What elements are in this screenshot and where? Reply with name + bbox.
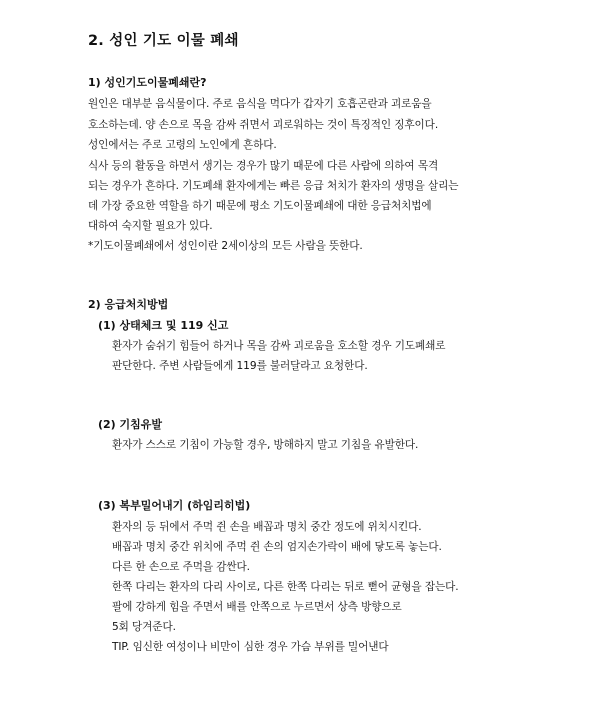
step-line: 다른 한 손으로 주먹을 감싼다.	[112, 561, 250, 573]
tip-line: TIP. 임신한 여성이나 비만이 심한 경우 가슴 부위를 밀어낸다	[112, 641, 389, 653]
step-heading-heimlich: (3) 복부밀어내기 (하임리히법)	[98, 499, 251, 512]
paragraph-line: 대하여 숙지할 필요가 있다.	[88, 220, 213, 232]
step-line: 환자의 등 뒤에서 주먹 쥔 손을 배꼽과 명치 중간 정도에 위치시킨다.	[112, 521, 422, 533]
paragraph-line: 원인은 대부분 음식물이다. 주로 음식을 먹다가 갑자기 호흡곤란과 괴로움을	[88, 98, 432, 110]
step-line: 환자가 숨쉬기 힘들어 하거나 목을 감싸 괴로움을 호소할 경우 기도폐쇄로	[112, 340, 446, 352]
step-line: 팔에 강하게 힘을 주면서 배를 안쪽으로 누르면서 상측 방향으로	[112, 601, 402, 613]
step-line: 배꼽과 명치 중간 위치에 주먹 쥔 손의 엄지손가락이 배에 닿도록 놓는다.	[112, 541, 442, 553]
step-line: 한쪽 다리는 환자의 다리 사이로, 다른 한쪽 다리는 뒤로 뻗어 균형을 잡는다.	[112, 581, 459, 593]
step-line: 5회 당겨준다.	[112, 621, 176, 633]
footnote-line: *기도이물폐쇄에서 성인이란 2세이상의 모든 사람을 뜻한다.	[88, 240, 363, 252]
paragraph-line: 식사 등의 활동을 하면서 생기는 경우가 많기 때문에 다른 사람에 의하여 목격	[88, 160, 439, 172]
section-heading-first-aid: 2) 응급처치방법	[88, 298, 169, 311]
paragraph-line: 호소하는데. 양 손으로 목을 감싸 쥐면서 괴로워하는 것이 특징적인 징후이다.	[88, 119, 439, 131]
section-heading-definition: 1) 성인기도이물폐쇄란?	[88, 76, 207, 89]
paragraph-line: 데 가장 중요한 역할을 하기 때문에 평소 기도이물폐쇄에 대한 응급처치법에	[88, 200, 432, 212]
step-heading-check-and-call: (1) 상태체크 및 119 신고	[98, 319, 229, 332]
paragraph-line: 성인에서는 주로 고령의 노인에게 흔하다.	[88, 139, 277, 151]
step-heading-cough: (2) 기침유발	[98, 418, 163, 431]
paragraph-line: 되는 경우가 흔하다. 기도폐쇄 환자에게는 빠른 응급 처치가 환자의 생명을 살리는	[88, 180, 459, 192]
step-line: 판단한다. 주변 사람들에게 119를 불러달라고 요청한다.	[112, 360, 368, 372]
document-title: 2. 성인 기도 이물 폐쇄	[88, 33, 239, 49]
step-line: 환자가 스스로 기침이 가능할 경우, 방해하지 말고 기침을 유발한다.	[112, 439, 419, 451]
